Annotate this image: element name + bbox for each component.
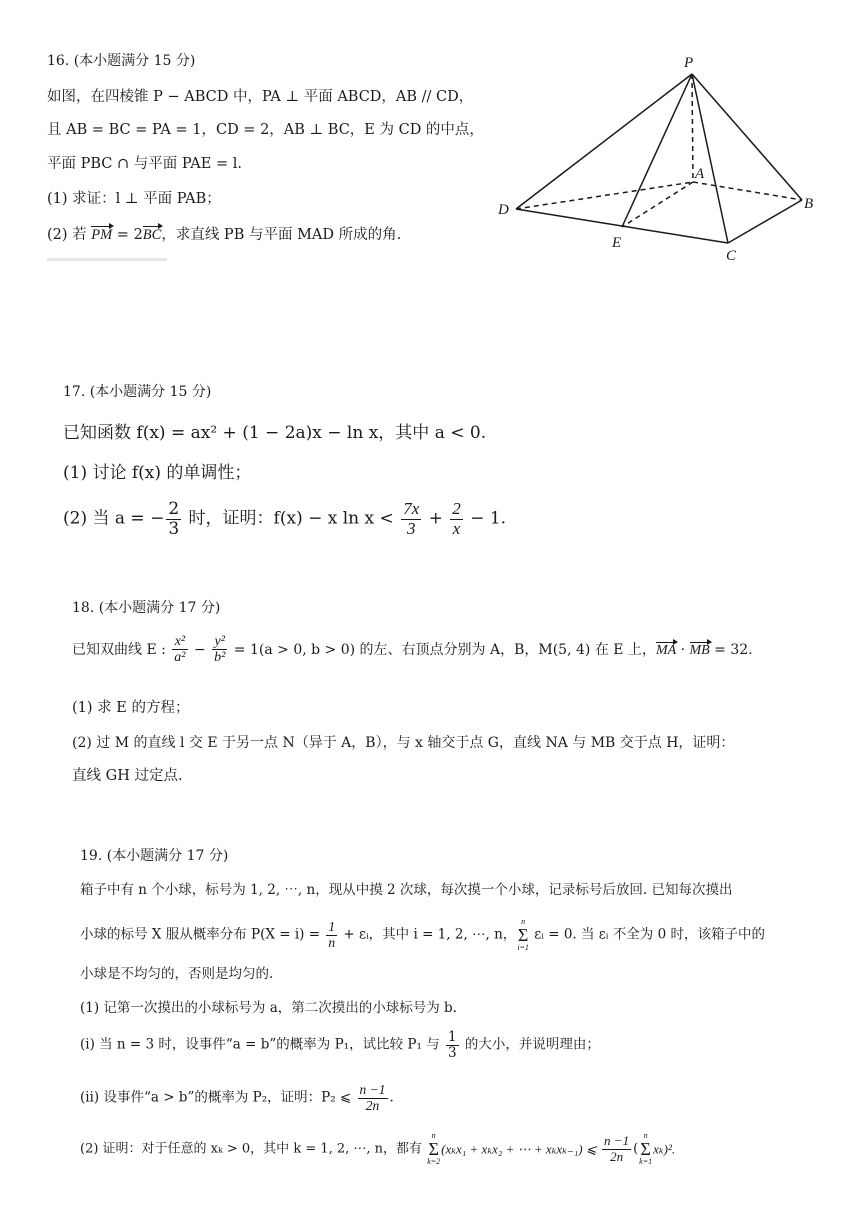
- edge-ab: [693, 182, 802, 200]
- p17-line-2: (1) 讨论 f(x) 的单调性；: [63, 463, 252, 483]
- p17-header: 17. (本小题满分 15 分): [63, 384, 212, 400]
- edge-pa: [692, 74, 693, 182]
- summation-symbol: [639, 1132, 652, 1166]
- vector-pm: PM: [91, 227, 113, 243]
- edge-pc: [692, 74, 728, 243]
- p19-l2-post: εᵢ = 0. 当 εᵢ 不全为 0 时，该箱子中的: [529, 926, 765, 943]
- p19-line-1: 箱子中有 n 个小球，标号为 1, 2, ⋯, n，现从中摸 2 次球，每次摸一个小球，记录标号后放回. 已知每次摸出: [80, 882, 733, 898]
- summation-symbol: [427, 1132, 440, 1166]
- vector-bc: BC: [142, 227, 162, 243]
- edge-pe: [622, 74, 692, 227]
- p16-line-4: (1) 求证：l ⊥ 平面 PAB；: [47, 191, 221, 207]
- label-e: E: [612, 235, 622, 251]
- p19-line-7: [80, 1132, 675, 1166]
- frac-den: 3: [406, 518, 416, 538]
- fraction-n-minus-1-over-2n: [602, 1134, 631, 1164]
- sum-upper: n: [643, 1131, 648, 1140]
- p19-l2-mid: + εᵢ，其中 i = 1, 2, ⋯, n，: [339, 926, 517, 943]
- frac-num: 2: [452, 499, 461, 518]
- fraction-y2-b2: [212, 634, 227, 666]
- p19-l6-post: .: [389, 1089, 394, 1106]
- p16-line-2: 且 AB = BC = PA = 1，CD = 2，AB ⊥ BC，E 为 CD 的中点，: [47, 122, 484, 138]
- vector-mb: MB: [689, 642, 710, 658]
- frac-den: b²: [214, 650, 226, 666]
- fraction-2-over-x: [450, 500, 463, 538]
- sigma-icon: Σ: [517, 925, 529, 945]
- frac-num: 7x: [403, 499, 420, 518]
- p19-line-3: 小球是不均匀的，否则是均匀的.: [80, 966, 274, 982]
- p18-line-4: 直线 GH 过定点.: [72, 768, 183, 784]
- pyramid-figure: [492, 50, 822, 270]
- p18-l1-pre: 已知双曲线 E :: [72, 641, 171, 658]
- sum-lower: i=1: [517, 943, 529, 952]
- p18-l1-dot: ·: [676, 641, 690, 658]
- p17-l3-plus: +: [423, 508, 449, 529]
- p18-line-2: (1) 求 E 的方程；: [72, 700, 190, 716]
- frac-den: 3: [168, 518, 180, 539]
- frac-den: a²: [174, 650, 186, 666]
- p16-q2-post: ，求直线 PB 与平面 MAD 所成的角.: [161, 227, 402, 243]
- p16-header: 16. (本小题满分 15 分): [47, 53, 196, 69]
- p19-line-6: [80, 1083, 394, 1114]
- p18-header: 18. (本小题满分 17 分): [72, 600, 221, 616]
- p17-l3-mid: 时，证明：f(x) − x ln x <: [183, 508, 400, 529]
- frac-den: 3: [447, 1044, 457, 1061]
- edge-pb: [692, 74, 802, 200]
- edge-pd: [516, 74, 692, 209]
- frac-num: y²: [212, 634, 227, 650]
- sigma-icon: Σ: [428, 1139, 439, 1159]
- frac-num: 1: [447, 1029, 457, 1045]
- fraction-1-over-n: [326, 920, 337, 951]
- p19-line-4: (1) 记第一次摸出的小球标号为 a，第二次摸出的小球标号为 b.: [80, 1000, 457, 1016]
- p16-line-3: 平面 PBC ∩ 与平面 PAE = l.: [47, 156, 242, 172]
- frac-den: x: [452, 518, 461, 538]
- p18-l1-minus: −: [189, 641, 211, 658]
- fraction-n-minus-1-over-2n: [358, 1083, 388, 1114]
- vector-ma: MA: [655, 642, 677, 658]
- p16-q2-mid: = 2: [112, 227, 143, 243]
- frac-num: n −1: [359, 1082, 386, 1097]
- label-a: A: [695, 166, 705, 182]
- fraction-7x-over-3: [401, 500, 421, 538]
- sum-upper: n: [521, 917, 526, 926]
- p17-line-1: 已知函数 f(x) = ax² + (1 − 2a)x − ln x，其中 a < 0.: [63, 423, 487, 443]
- sum-upper: n: [431, 1131, 436, 1140]
- edge-bc: [728, 200, 802, 243]
- label-p: P: [684, 55, 694, 71]
- p19-l7-post: xₖ)².: [653, 1141, 676, 1157]
- edge-da: [516, 182, 693, 209]
- p19-l5-post: 的大小，并说明理由；: [460, 1036, 600, 1053]
- frac-num: 2: [168, 499, 180, 519]
- p17-l3-pre: (2) 当 a = −: [63, 508, 165, 529]
- frac-num: x²: [172, 634, 187, 650]
- label-c: C: [726, 248, 737, 264]
- p16-line-5: [47, 226, 401, 243]
- p16-q2-pre: (2) 若: [47, 227, 92, 243]
- frac-num: n −1: [604, 1133, 630, 1149]
- p19-line-5: [80, 1030, 600, 1061]
- frac-den: 2n: [610, 1148, 624, 1164]
- frac-den: n: [328, 934, 336, 950]
- faint-cropped-text: [47, 258, 167, 261]
- p17-line-3: [63, 500, 506, 538]
- sum-lower: k=1: [639, 1157, 653, 1166]
- p19-header: 19. (本小题满分 17 分): [80, 848, 229, 864]
- sum-lower: k=2: [427, 1157, 441, 1166]
- p19-l7-paren: (: [633, 1141, 639, 1157]
- p18-l1-mid: = 1(a > 0, b > 0) 的左、右顶点分别为 A，B，M(5, 4) 在 E 上，: [229, 641, 656, 658]
- p18-line-3: (2) 过 M 的直线 l 交 E 于另一点 N（异于 A，B），与 x 轴交于点 G，直线 NA 与 MB 交于点 H，证明：: [72, 735, 735, 751]
- p19-l2-pre: 小球的标号 X 服从概率分布 P(X = i) =: [80, 926, 325, 943]
- label-d: D: [498, 202, 509, 218]
- frac-num: 1: [328, 918, 336, 934]
- p19-l7-pre: (2) 证明：对于任意的 xₖ > 0，其中 k = 1, 2, ⋯, n，都有: [80, 1141, 427, 1157]
- fraction-one-third: [446, 1030, 459, 1061]
- p17-l3-post: − 1.: [464, 508, 507, 529]
- p18-l1-post: = 32.: [709, 641, 753, 658]
- label-b: B: [804, 196, 814, 212]
- fraction-x2-a2: [172, 634, 187, 666]
- edge-dc: [516, 209, 728, 243]
- sigma-icon: Σ: [640, 1139, 651, 1159]
- summation-symbol: [517, 918, 529, 952]
- p19-l5-pre: (ⅰ) 当 n = 3 时，设事件“a = b”的概率为 P₁，试比较 P₁ 与: [80, 1036, 444, 1053]
- fraction-two-thirds: [166, 500, 181, 538]
- p19-line-2: [80, 918, 765, 952]
- frac-den: 2n: [365, 1097, 380, 1113]
- p18-line-1: [72, 634, 753, 666]
- p19-l6-pre: (ⅱ) 设事件“a > b”的概率为 P₂，证明：P₂ ⩽: [80, 1089, 356, 1106]
- p16-line-1: 如图，在四棱锥 P − ABCD 中，PA ⊥ 平面 ABCD，AB // CD，: [47, 89, 474, 105]
- p19-l7-mid: (xₖx₁ + xₖx₂ + ⋯ + xₖxₖ₋₁) ⩽: [441, 1141, 601, 1157]
